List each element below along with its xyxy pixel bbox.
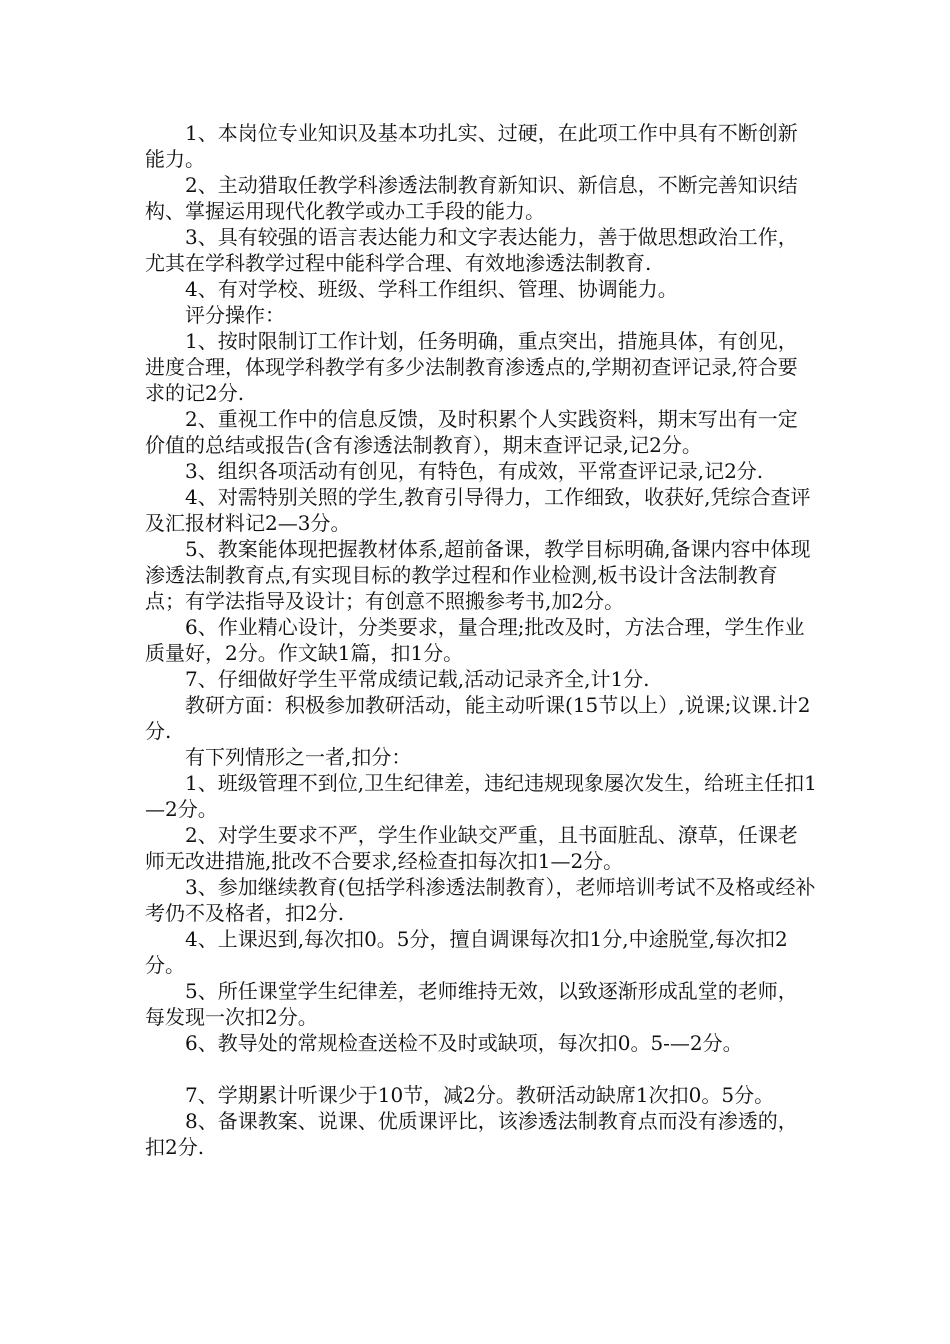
paragraph: 7、学期累计听课少于10节，减2分。教研活动缺席1次扣0。5分。 <box>185 1083 775 1107</box>
paragraph: 1、本岗位专业知识及基本功扎实、过硬，在此项工作中具有不断创新能力。 <box>145 121 798 171</box>
paragraph: 3、具有较强的语言表达能力和文字表达能力，善于做思想政治工作，尤其在学科教学过程中能科学合理、有效地渗透法制教育. <box>145 225 798 275</box>
paragraph: 2、对学生要求不严，学生作业缺交严重，且书面脏乱、潦草，任课老师无改进措施,批改不合要求,经检查扣每次扣1—2分。 <box>145 823 798 873</box>
paragraph: 8、备课教案、说课、优质课评比，该渗透法制教育点而没有渗透的，扣2分. <box>145 1109 798 1159</box>
section-heading: 有下列情形之一者,扣分： <box>185 745 412 769</box>
paragraph: 1、班级管理不到位,卫生纪律差，违纪违规现象屡次发生，给班主任扣1—2分。 <box>145 771 817 821</box>
paragraph: 4、有对学校、班级、学科工作组织、管理、协调能力。 <box>185 277 678 301</box>
paragraph: 4、对需特别关照的学生,教育引导得力，工作细致，收获好,凭综合查评及汇报材料记2—3分。 <box>145 485 811 535</box>
paragraph: 3、组织各项活动有创见，有特色，有成效，平常查评记录,记2分. <box>185 459 764 483</box>
paragraph: 教研方面：积极参加教研活动，能主动听课(15节以上）,说课;议课.计2分. <box>145 693 811 743</box>
paragraph: 6、教导处的常规检查送检不及时或缺项，每次扣0。5-—2分。 <box>185 1031 743 1055</box>
section-heading: 评分操作： <box>185 303 285 327</box>
paragraph: 6、作业精心设计，分类要求，量合理;批改及时，方法合理，学生作业质量好，2分。作文缺1篇，扣1分。 <box>145 615 805 665</box>
document-body <box>145 120 817 1160</box>
paragraph: 3、参加继续教育(包括学科渗透法制教育），老师培训考试不及格或经补考仍不及格者，扣2分. <box>145 875 816 925</box>
paragraph: 5、所任课堂学生纪律差，老师维持无效，以致逐渐形成乱堂的老师，每发现一次扣2分。 <box>145 979 798 1029</box>
paragraph: 2、重视工作中的信息反馈，及时积累个人实践资料，期末写出有一定价值的总结或报告(含有渗透法制教育），期末查评记录,记2分。 <box>145 407 798 457</box>
paragraph: 4、上课迟到,每次扣0。5分，擅自调课每次扣1分,中途脱堂,每次扣2分。 <box>145 927 788 977</box>
paragraph: 2、主动猎取任教学科渗透法制教育新知识、新信息，不断完善知识结构、掌握运用现代化教学或办工手段的能力。 <box>145 173 798 223</box>
paragraph: 7、仔细做好学生平常成绩记载,活动记录齐全,计1分. <box>185 667 650 691</box>
paragraph: 1、按时限制订工作计划，任务明确，重点突出，措施具体，有创见，进度合理，体现学科教学有多少法制教育渗透点的,学期初查评记录,符合要求的记2分. <box>145 329 798 405</box>
paragraph: 5、教案能体现把握教材体系,超前备课，教学目标明确,备课内容中体现渗透法制教育点,有实现目标的教学过程和作业检测,板书设计含法制教育点；有学法指导及设计；有创意不照搬参考书,加2分。 <box>145 537 811 613</box>
